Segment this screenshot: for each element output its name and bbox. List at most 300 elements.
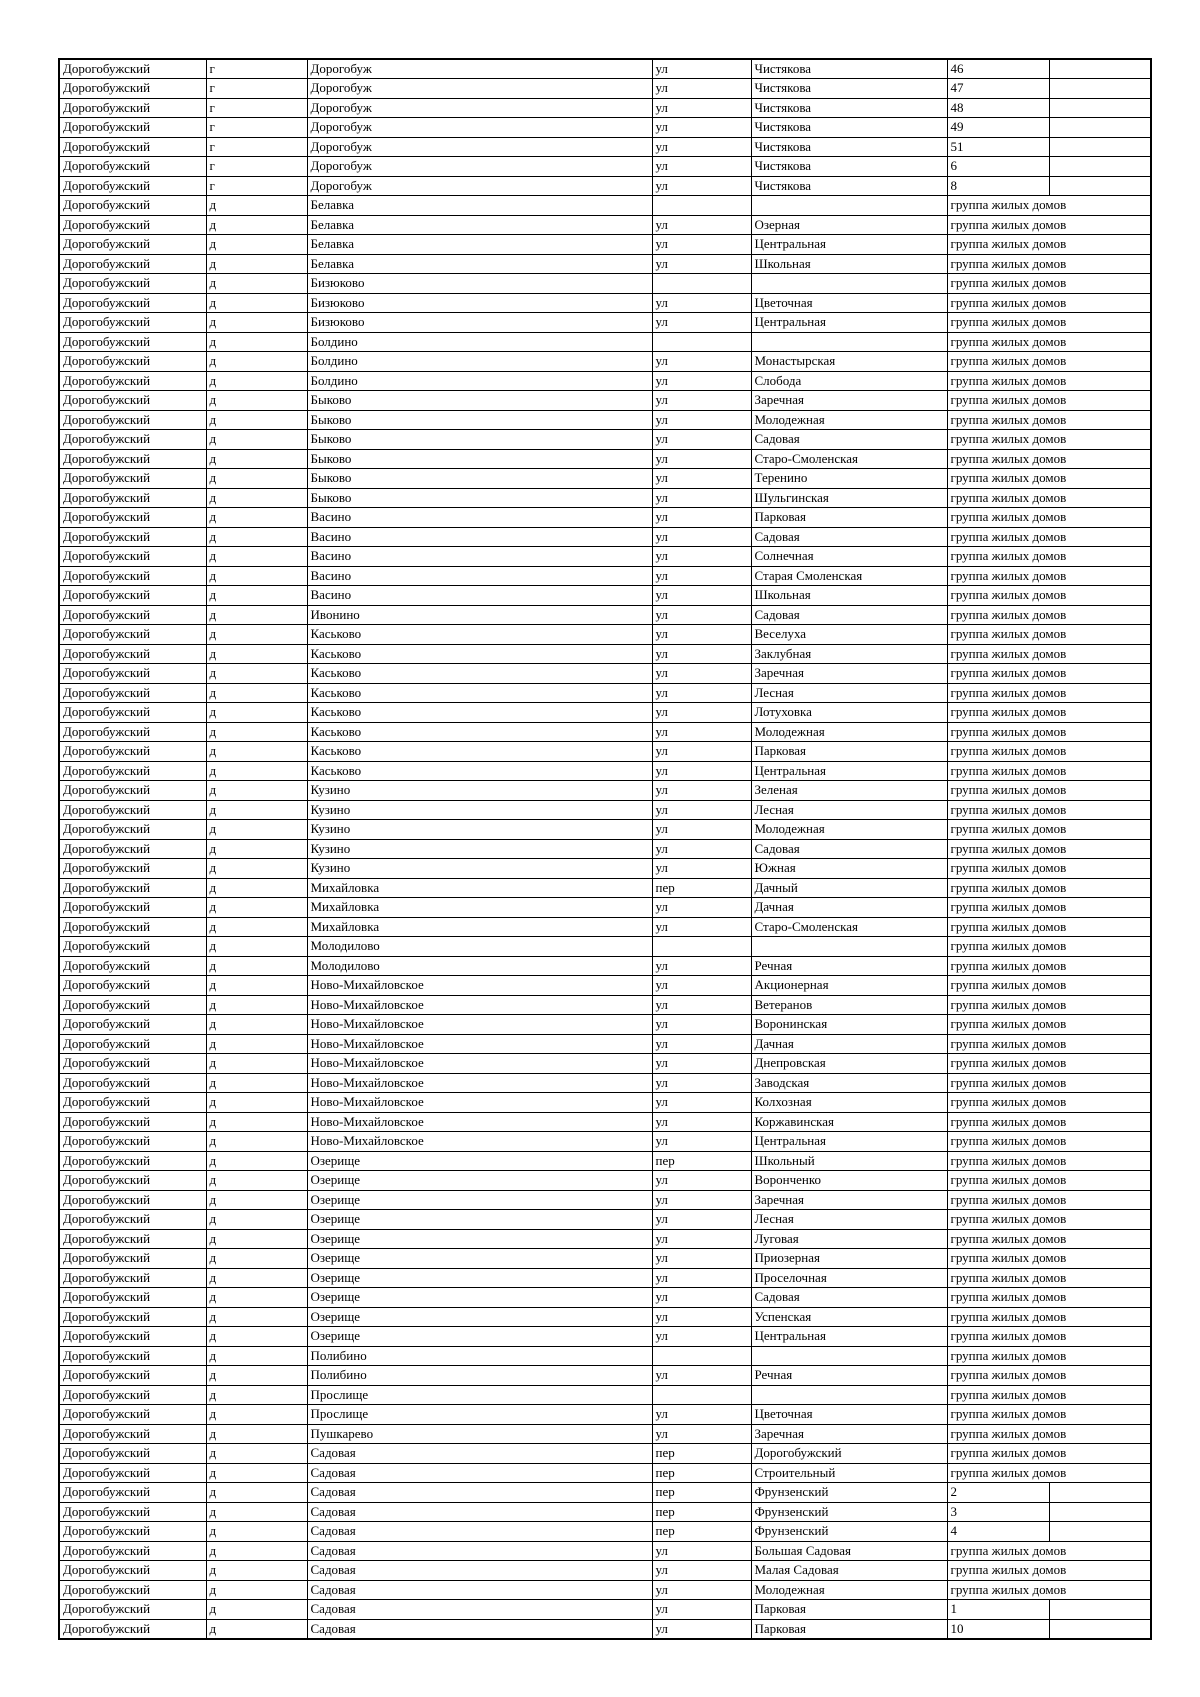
street-type-cell: ул	[652, 391, 751, 411]
table-row	[59, 722, 1151, 742]
settlement-type-cell: д	[206, 547, 307, 567]
settlement-cell: Васино	[307, 527, 652, 547]
settlement-type-cell: д	[206, 1288, 307, 1308]
settlement-type-cell: д	[206, 1151, 307, 1171]
district-cell: Дорогобужский	[59, 1112, 206, 1132]
district-cell: Дорогобужский	[59, 1444, 206, 1464]
street-type-cell: ул	[652, 1327, 751, 1347]
street-type-cell: ул	[652, 1034, 751, 1054]
street-type-cell: ул	[652, 254, 751, 274]
street-cell: Старо-Смоленская	[751, 917, 947, 937]
settlement-cell: Ново-Михайловское	[307, 995, 652, 1015]
house-group-cell: группа жилых домов	[947, 1268, 1151, 1288]
district-cell: Дорогобужский	[59, 235, 206, 255]
table-row	[59, 332, 1151, 352]
table-row	[59, 644, 1151, 664]
table-row	[59, 1054, 1151, 1074]
street-cell: Молодежная	[751, 1580, 947, 1600]
house-group-cell: группа жилых домов	[947, 781, 1151, 801]
settlement-type-cell: г	[206, 157, 307, 177]
settlement-type-cell: д	[206, 410, 307, 430]
settlement-cell: Ново-Михайловское	[307, 1054, 652, 1074]
settlement-type-cell: д	[206, 976, 307, 996]
extra-cell	[1049, 98, 1151, 118]
street-cell: Чистякова	[751, 118, 947, 138]
house-group-cell: группа жилых домов	[947, 1151, 1151, 1171]
settlement-cell: Быково	[307, 430, 652, 450]
house-group-cell: группа жилых домов	[947, 605, 1151, 625]
district-cell: Дорогобужский	[59, 976, 206, 996]
house-group-cell: группа жилых домов	[947, 683, 1151, 703]
table-row	[59, 1171, 1151, 1191]
table-row	[59, 1561, 1151, 1581]
house-group-cell: группа жилых домов	[947, 1424, 1151, 1444]
settlement-type-cell: д	[206, 254, 307, 274]
settlement-type-cell: д	[206, 313, 307, 333]
district-cell: Дорогобужский	[59, 527, 206, 547]
street-type-cell: ул	[652, 430, 751, 450]
settlement-cell: Прослище	[307, 1385, 652, 1405]
street-type-cell: ул	[652, 976, 751, 996]
district-cell: Дорогобужский	[59, 859, 206, 879]
street-type-cell: пер	[652, 1444, 751, 1464]
table-row	[59, 1015, 1151, 1035]
settlement-type-cell: д	[206, 1015, 307, 1035]
house-group-cell: группа жилых домов	[947, 371, 1151, 391]
settlement-type-cell: д	[206, 1210, 307, 1230]
table-row	[59, 1600, 1151, 1620]
settlement-type-cell: д	[206, 508, 307, 528]
settlement-cell: Быково	[307, 410, 652, 430]
district-cell: Дорогобужский	[59, 1307, 206, 1327]
settlement-type-cell: д	[206, 1307, 307, 1327]
house-group-cell: группа жилых домов	[947, 1405, 1151, 1425]
house-group-cell: группа жилых домов	[947, 956, 1151, 976]
street-cell: Воронченко	[751, 1171, 947, 1191]
settlement-type-cell: д	[206, 683, 307, 703]
table-row	[59, 1385, 1151, 1405]
district-cell: Дорогобужский	[59, 1034, 206, 1054]
house-group-cell: группа жилых домов	[947, 1249, 1151, 1269]
extra-cell	[1049, 79, 1151, 99]
street-type-cell: ул	[652, 371, 751, 391]
house-group-cell: группа жилых домов	[947, 1073, 1151, 1093]
settlement-cell: Озерище	[307, 1229, 652, 1249]
settlement-cell: Озерище	[307, 1210, 652, 1230]
street-type-cell: ул	[652, 449, 751, 469]
district-cell: Дорогобужский	[59, 1132, 206, 1152]
table-row	[59, 761, 1151, 781]
settlement-cell: Молодилово	[307, 956, 652, 976]
settlement-type-cell: д	[206, 722, 307, 742]
district-cell: Дорогобужский	[59, 59, 206, 79]
settlement-cell: Пушкарево	[307, 1424, 652, 1444]
house-group-cell: группа жилых домов	[947, 917, 1151, 937]
street-type-cell	[652, 332, 751, 352]
house-cell: 10	[947, 1619, 1049, 1639]
street-type-cell: ул	[652, 586, 751, 606]
street-type-cell: ул	[652, 1190, 751, 1210]
district-cell: Дорогобужский	[59, 293, 206, 313]
house-cell: 8	[947, 176, 1049, 196]
settlement-cell: Болдино	[307, 332, 652, 352]
district-cell: Дорогобужский	[59, 800, 206, 820]
house-group-cell: группа жилых домов	[947, 898, 1151, 918]
street-type-cell: ул	[652, 118, 751, 138]
extra-cell	[1049, 118, 1151, 138]
street-cell: Лесная	[751, 800, 947, 820]
street-type-cell: ул	[652, 1600, 751, 1620]
settlement-cell: Каськово	[307, 644, 652, 664]
settlement-cell: Озерище	[307, 1249, 652, 1269]
district-cell: Дорогобужский	[59, 937, 206, 957]
settlement-type-cell: д	[206, 1600, 307, 1620]
settlement-type-cell: д	[206, 1249, 307, 1269]
settlement-type-cell: д	[206, 1093, 307, 1113]
district-cell: Дорогобужский	[59, 605, 206, 625]
settlement-type-cell: д	[206, 1580, 307, 1600]
district-cell: Дорогобужский	[59, 176, 206, 196]
street-cell: Чистякова	[751, 59, 947, 79]
house-group-cell: группа жилых домов	[947, 703, 1151, 723]
settlement-cell: Белавка	[307, 215, 652, 235]
house-cell: 4	[947, 1522, 1049, 1542]
settlement-cell: Кузино	[307, 839, 652, 859]
table-row	[59, 683, 1151, 703]
street-type-cell: ул	[652, 1112, 751, 1132]
settlement-type-cell: д	[206, 1502, 307, 1522]
street-cell: Заречная	[751, 391, 947, 411]
street-cell: Заречная	[751, 1190, 947, 1210]
settlement-type-cell: д	[206, 1561, 307, 1581]
settlement-type-cell: д	[206, 1073, 307, 1093]
extra-cell	[1049, 137, 1151, 157]
table-row	[59, 917, 1151, 937]
street-type-cell: ул	[652, 1307, 751, 1327]
street-cell: Дачная	[751, 898, 947, 918]
street-cell: Лесная	[751, 1210, 947, 1230]
street-type-cell: ул	[652, 1288, 751, 1308]
street-type-cell: пер	[652, 1151, 751, 1171]
district-cell: Дорогобужский	[59, 1190, 206, 1210]
table-row	[59, 703, 1151, 723]
street-type-cell: ул	[652, 956, 751, 976]
table-row	[59, 820, 1151, 840]
table-row	[59, 508, 1151, 528]
settlement-cell: Дорогобуж	[307, 59, 652, 79]
street-type-cell: ул	[652, 664, 751, 684]
settlement-type-cell: д	[206, 1112, 307, 1132]
table-row	[59, 1366, 1151, 1386]
house-group-cell: группа жилых домов	[947, 1580, 1151, 1600]
street-cell: Садовая	[751, 1288, 947, 1308]
street-type-cell: ул	[652, 859, 751, 879]
settlement-type-cell: д	[206, 1385, 307, 1405]
settlement-cell: Прослище	[307, 1405, 652, 1425]
extra-cell	[1049, 1502, 1151, 1522]
table-row	[59, 605, 1151, 625]
street-cell: Акционерная	[751, 976, 947, 996]
table-row	[59, 254, 1151, 274]
settlement-type-cell: д	[206, 1619, 307, 1639]
street-type-cell: ул	[652, 1054, 751, 1074]
district-cell: Дорогобужский	[59, 917, 206, 937]
district-cell: Дорогобужский	[59, 449, 206, 469]
street-cell: Приозерная	[751, 1249, 947, 1269]
settlement-cell: Полибино	[307, 1366, 652, 1386]
street-type-cell: ул	[652, 59, 751, 79]
district-cell: Дорогобужский	[59, 820, 206, 840]
house-cell: 46	[947, 59, 1049, 79]
settlement-type-cell: д	[206, 430, 307, 450]
street-type-cell	[652, 274, 751, 294]
settlement-cell: Каськово	[307, 742, 652, 762]
street-type-cell: ул	[652, 800, 751, 820]
settlement-cell: Васино	[307, 547, 652, 567]
district-cell: Дорогобужский	[59, 1268, 206, 1288]
district-cell: Дорогобужский	[59, 254, 206, 274]
district-cell: Дорогобужский	[59, 1015, 206, 1035]
street-type-cell: ул	[652, 469, 751, 489]
settlement-type-cell: д	[206, 1541, 307, 1561]
house-cell: 47	[947, 79, 1049, 99]
street-cell	[751, 1346, 947, 1366]
settlement-cell: Быково	[307, 469, 652, 489]
settlement-type-cell: д	[206, 196, 307, 216]
settlement-cell: Быково	[307, 488, 652, 508]
district-cell: Дорогобужский	[59, 644, 206, 664]
street-type-cell: ул	[652, 605, 751, 625]
table-row	[59, 1034, 1151, 1054]
settlement-cell: Дорогобуж	[307, 98, 652, 118]
house-group-cell: группа жилых домов	[947, 1463, 1151, 1483]
street-type-cell: ул	[652, 157, 751, 177]
street-type-cell: ул	[652, 1073, 751, 1093]
settlement-type-cell: г	[206, 118, 307, 138]
settlement-type-cell: д	[206, 1463, 307, 1483]
settlement-type-cell: д	[206, 215, 307, 235]
settlement-type-cell: д	[206, 1034, 307, 1054]
district-cell: Дорогобужский	[59, 1600, 206, 1620]
table-row	[59, 1288, 1151, 1308]
district-cell: Дорогобужский	[59, 956, 206, 976]
house-group-cell: группа жилых домов	[947, 1034, 1151, 1054]
settlement-type-cell: д	[206, 1424, 307, 1444]
house-group-cell: группа жилых домов	[947, 527, 1151, 547]
district-cell: Дорогобужский	[59, 215, 206, 235]
settlement-type-cell: д	[206, 1483, 307, 1503]
street-type-cell: ул	[652, 703, 751, 723]
house-group-cell: группа жилых домов	[947, 488, 1151, 508]
street-cell	[751, 937, 947, 957]
settlement-type-cell: д	[206, 1405, 307, 1425]
district-cell: Дорогобужский	[59, 547, 206, 567]
settlement-cell: Садовая	[307, 1483, 652, 1503]
house-group-cell: группа жилых домов	[947, 1054, 1151, 1074]
settlement-cell: Каськово	[307, 683, 652, 703]
street-cell: Фрунзенский	[751, 1502, 947, 1522]
district-cell: Дорогобужский	[59, 586, 206, 606]
table-row	[59, 547, 1151, 567]
table-row	[59, 1249, 1151, 1269]
street-cell: Парковая	[751, 742, 947, 762]
district-cell: Дорогобужский	[59, 137, 206, 157]
district-cell: Дорогобужский	[59, 1541, 206, 1561]
street-cell: Парковая	[751, 508, 947, 528]
street-cell: Центральная	[751, 313, 947, 333]
settlement-type-cell: д	[206, 898, 307, 918]
street-cell: Садовая	[751, 839, 947, 859]
settlement-type-cell: д	[206, 449, 307, 469]
street-type-cell: ул	[652, 1210, 751, 1230]
street-cell	[751, 1385, 947, 1405]
house-group-cell: группа жилых домов	[947, 1346, 1151, 1366]
settlement-type-cell: д	[206, 586, 307, 606]
street-type-cell: ул	[652, 1171, 751, 1191]
extra-cell	[1049, 1619, 1151, 1639]
street-cell: Цветочная	[751, 293, 947, 313]
settlement-type-cell: д	[206, 1522, 307, 1542]
house-cell: 49	[947, 118, 1049, 138]
street-cell: Веселуха	[751, 625, 947, 645]
street-type-cell: ул	[652, 742, 751, 762]
extra-cell	[1049, 1483, 1151, 1503]
settlement-cell: Садовая	[307, 1619, 652, 1639]
street-type-cell: пер	[652, 1502, 751, 1522]
district-cell: Дорогобужский	[59, 761, 206, 781]
settlement-type-cell: д	[206, 293, 307, 313]
settlement-type-cell: д	[206, 839, 307, 859]
house-group-cell: группа жилых домов	[947, 586, 1151, 606]
street-cell: Малая Садовая	[751, 1561, 947, 1581]
street-cell: Зеленая	[751, 781, 947, 801]
street-cell: Чистякова	[751, 176, 947, 196]
settlement-type-cell: д	[206, 352, 307, 372]
street-cell: Старая Смоленская	[751, 566, 947, 586]
settlement-cell: Садовая	[307, 1541, 652, 1561]
street-cell: Ветеранов	[751, 995, 947, 1015]
district-cell: Дорогобужский	[59, 878, 206, 898]
street-type-cell: ул	[652, 352, 751, 372]
district-cell: Дорогобужский	[59, 118, 206, 138]
street-type-cell: ул	[652, 1580, 751, 1600]
street-cell: Речная	[751, 1366, 947, 1386]
street-type-cell: ул	[652, 722, 751, 742]
street-type-cell: ул	[652, 1229, 751, 1249]
settlement-cell: Бизюково	[307, 293, 652, 313]
street-cell: Луговая	[751, 1229, 947, 1249]
table-row	[59, 781, 1151, 801]
street-cell: Садовая	[751, 605, 947, 625]
table-row	[59, 1307, 1151, 1327]
house-cell: 1	[947, 1600, 1049, 1620]
table-row	[59, 137, 1151, 157]
district-cell: Дорогобужский	[59, 722, 206, 742]
street-type-cell: ул	[652, 1132, 751, 1152]
settlement-cell: Каськово	[307, 703, 652, 723]
street-cell: Парковая	[751, 1619, 947, 1639]
settlement-cell: Каськово	[307, 625, 652, 645]
house-group-cell: группа жилых домов	[947, 761, 1151, 781]
street-type-cell: ул	[652, 1424, 751, 1444]
table-row	[59, 956, 1151, 976]
house-group-cell: группа жилых домов	[947, 508, 1151, 528]
house-group-cell: группа жилых домов	[947, 1307, 1151, 1327]
district-cell: Дорогобужский	[59, 664, 206, 684]
district-cell: Дорогобужский	[59, 98, 206, 118]
street-cell: Лотуховка	[751, 703, 947, 723]
district-cell: Дорогобужский	[59, 1249, 206, 1269]
district-cell: Дорогобужский	[59, 625, 206, 645]
street-cell: Строительный	[751, 1463, 947, 1483]
street-cell: Дачный	[751, 878, 947, 898]
extra-cell	[1049, 1522, 1151, 1542]
table-row	[59, 1073, 1151, 1093]
settlement-type-cell: г	[206, 79, 307, 99]
table-row	[59, 527, 1151, 547]
street-type-cell	[652, 937, 751, 957]
house-group-cell: группа жилых домов	[947, 1366, 1151, 1386]
house-group-cell: группа жилых домов	[947, 820, 1151, 840]
settlement-type-cell: д	[206, 995, 307, 1015]
table-row	[59, 391, 1151, 411]
settlement-type-cell: д	[206, 859, 307, 879]
street-type-cell: ул	[652, 1541, 751, 1561]
street-cell: Монастырская	[751, 352, 947, 372]
table-row	[59, 176, 1151, 196]
district-cell: Дорогобужский	[59, 1385, 206, 1405]
table-row	[59, 1619, 1151, 1639]
street-cell: Южная	[751, 859, 947, 879]
street-cell: Садовая	[751, 527, 947, 547]
settlement-cell: Каськово	[307, 761, 652, 781]
district-cell: Дорогобужский	[59, 1073, 206, 1093]
house-cell: 2	[947, 1483, 1049, 1503]
street-type-cell: ул	[652, 176, 751, 196]
table-row	[59, 293, 1151, 313]
district-cell: Дорогобужский	[59, 703, 206, 723]
street-cell: Центральная	[751, 761, 947, 781]
street-type-cell: ул	[652, 898, 751, 918]
district-cell: Дорогобужский	[59, 839, 206, 859]
table-row	[59, 79, 1151, 99]
district-cell: Дорогобужский	[59, 898, 206, 918]
street-cell: Заречная	[751, 1424, 947, 1444]
street-cell: Заводская	[751, 1073, 947, 1093]
table-row	[59, 352, 1151, 372]
street-cell: Воронинская	[751, 1015, 947, 1035]
settlement-type-cell: г	[206, 176, 307, 196]
street-type-cell: пер	[652, 1483, 751, 1503]
settlement-type-cell: д	[206, 625, 307, 645]
table-row	[59, 1346, 1151, 1366]
street-cell: Заклубная	[751, 644, 947, 664]
settlement-type-cell: д	[206, 761, 307, 781]
table-row	[59, 1132, 1151, 1152]
street-type-cell: ул	[652, 1268, 751, 1288]
house-group-cell: группа жилых домов	[947, 1561, 1151, 1581]
settlement-cell: Озерище	[307, 1171, 652, 1191]
house-group-cell: группа жилых домов	[947, 547, 1151, 567]
house-group-cell: группа жилых домов	[947, 1015, 1151, 1035]
settlement-cell: Бизюково	[307, 313, 652, 333]
district-cell: Дорогобужский	[59, 313, 206, 333]
table-row	[59, 1463, 1151, 1483]
table-row	[59, 625, 1151, 645]
street-cell: Колхозная	[751, 1093, 947, 1113]
house-cell: 3	[947, 1502, 1049, 1522]
table-row	[59, 274, 1151, 294]
